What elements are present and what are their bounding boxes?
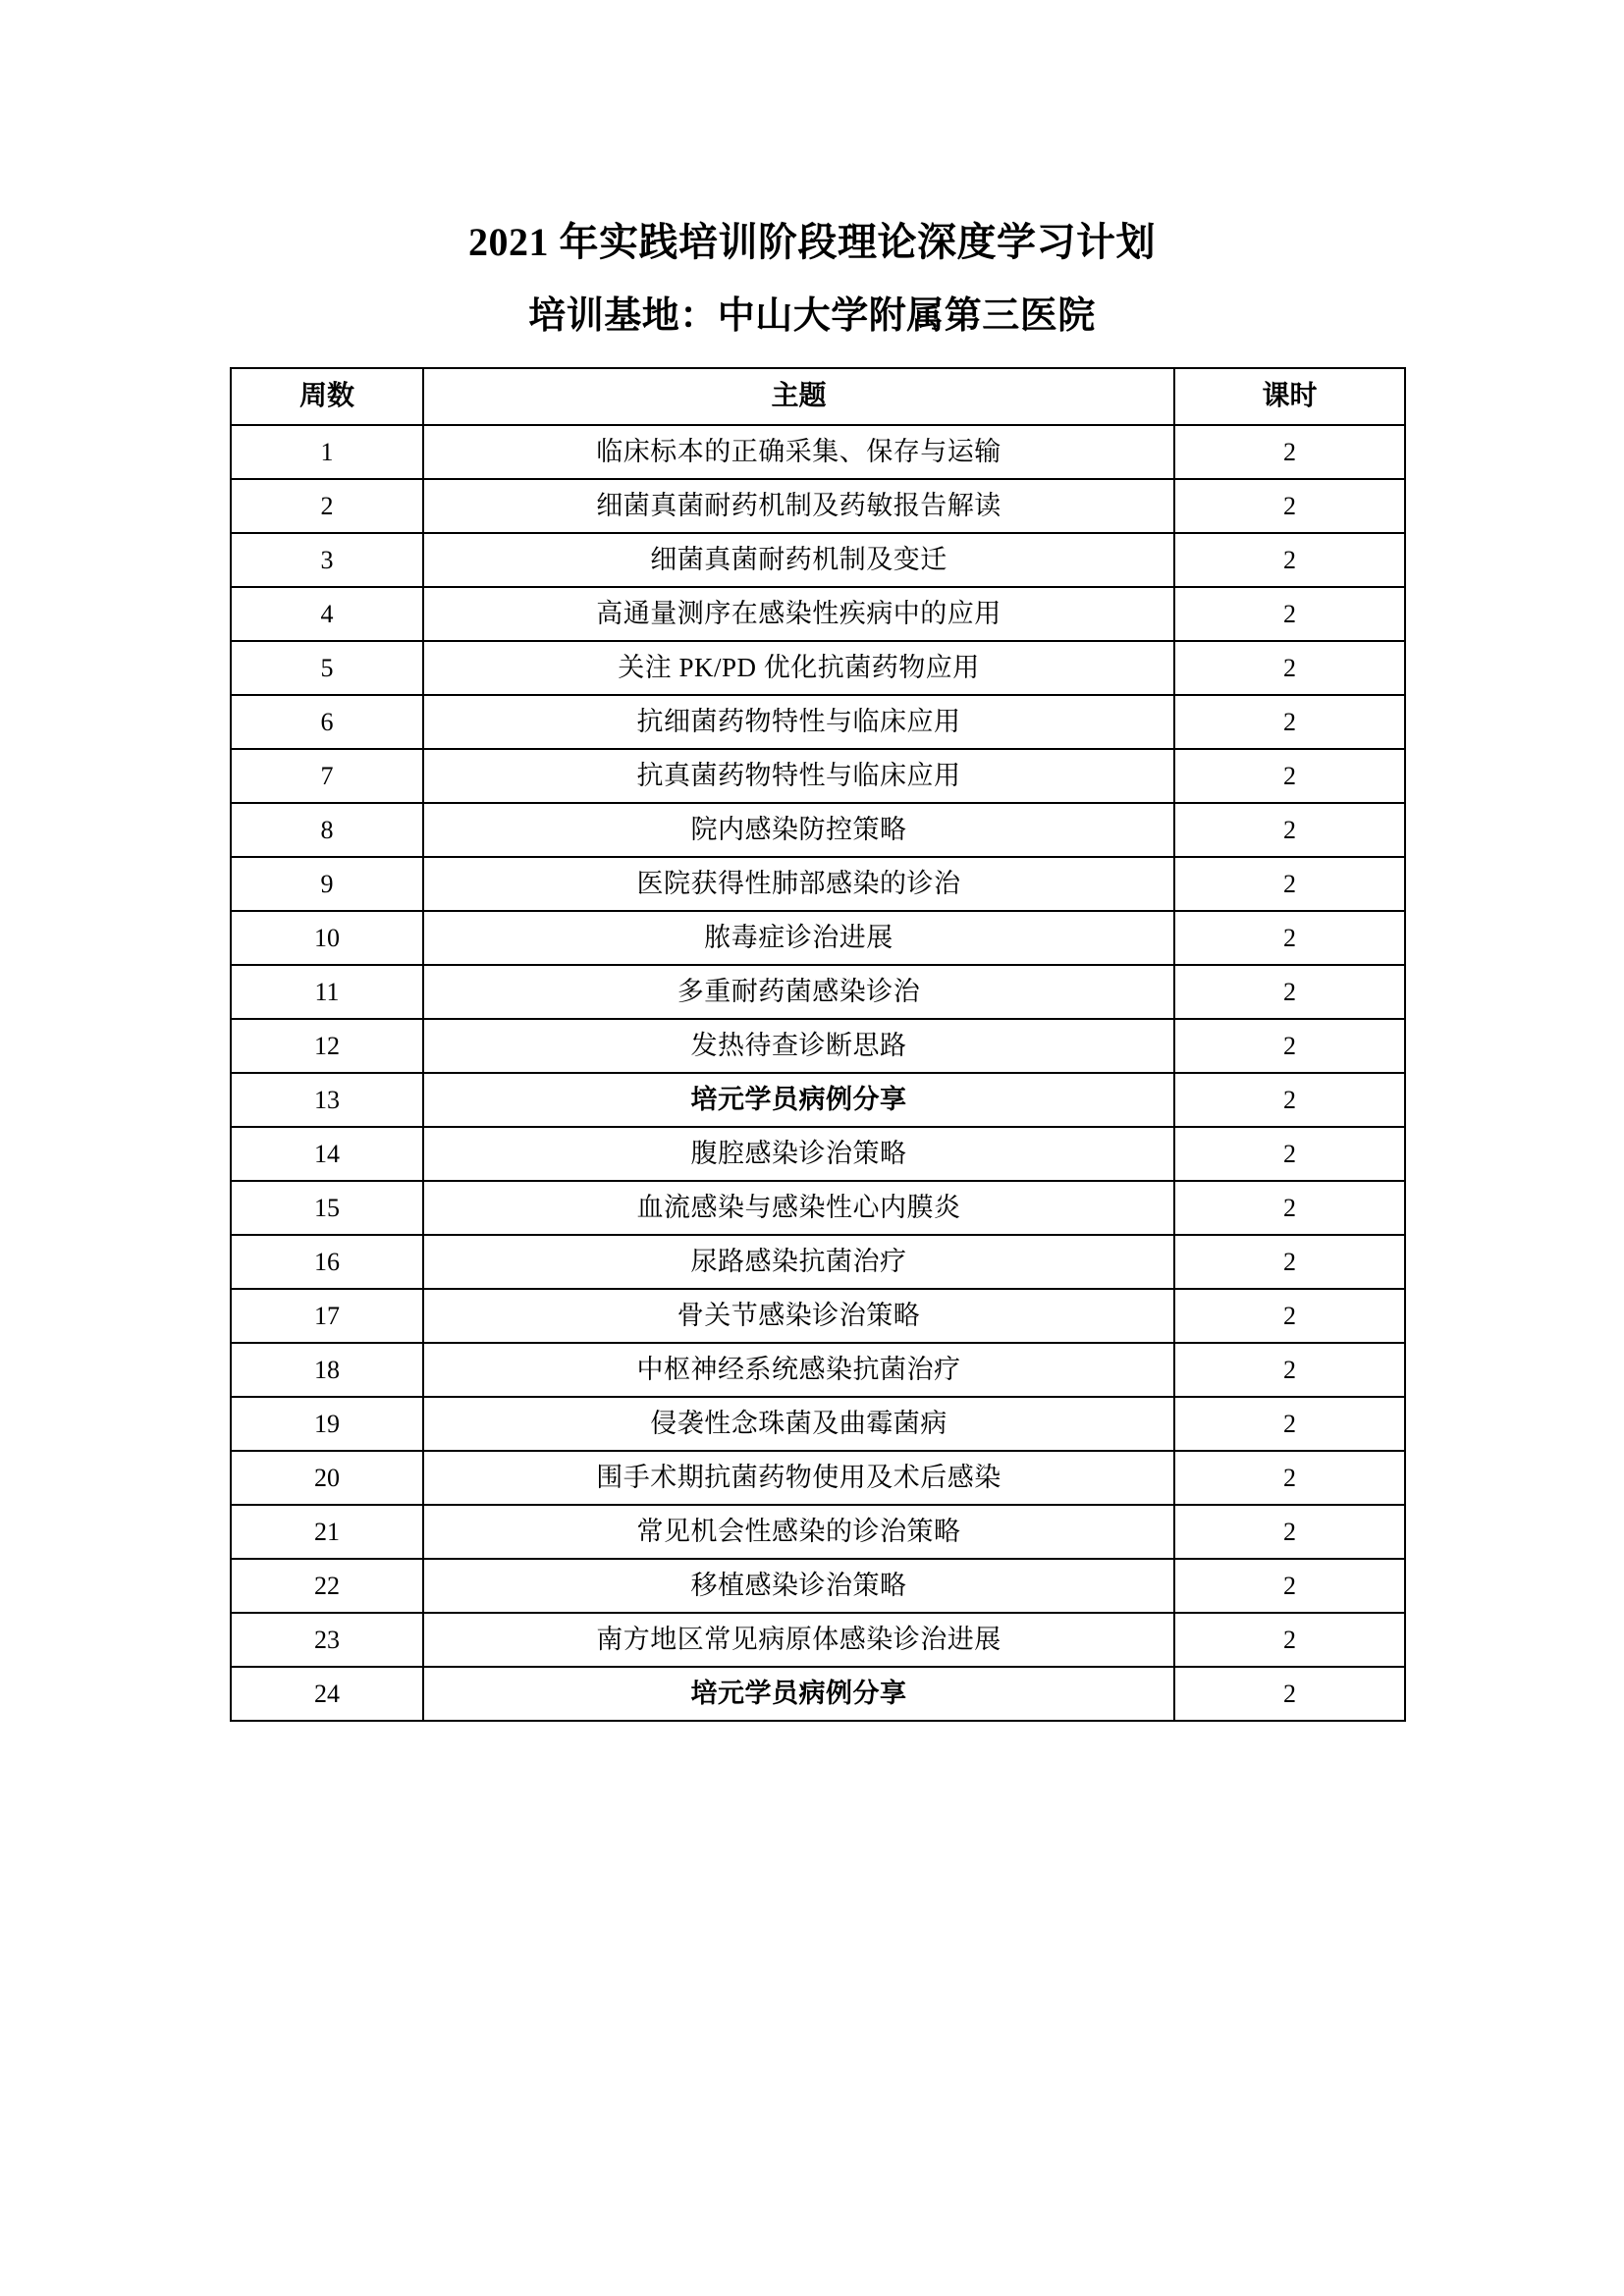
- cell-week: 5: [231, 641, 423, 695]
- table-row: [231, 1019, 1405, 1073]
- table-row: [231, 965, 1405, 1019]
- cell-topic: 临床标本的正确采集、保存与运输: [423, 425, 1174, 479]
- cell-topic: 抗真菌药物特性与临床应用: [423, 749, 1174, 803]
- table-row: [231, 1073, 1405, 1127]
- cell-hours: 2: [1174, 857, 1405, 911]
- cell-topic: 医院获得性肺部感染的诊治: [423, 857, 1174, 911]
- cell-week: 4: [231, 587, 423, 641]
- table-body: [231, 425, 1405, 1721]
- cell-hours: 2: [1174, 1181, 1405, 1235]
- cell-topic: 细菌真菌耐药机制及变迁: [423, 533, 1174, 587]
- cell-topic: 细菌真菌耐药机制及药敏报告解读: [423, 479, 1174, 533]
- cell-week: 3: [231, 533, 423, 587]
- cell-week: 23: [231, 1613, 423, 1667]
- table-row: [231, 1613, 1405, 1667]
- table-row: [231, 695, 1405, 749]
- cell-hours: 2: [1174, 911, 1405, 965]
- cell-topic: 高通量测序在感染性疾病中的应用: [423, 587, 1174, 641]
- table-row: [231, 533, 1405, 587]
- table-row: [231, 857, 1405, 911]
- table-row: [231, 479, 1405, 533]
- table-row: [231, 1451, 1405, 1505]
- cell-hours: 2: [1174, 965, 1405, 1019]
- cell-topic: 脓毒症诊治进展: [423, 911, 1174, 965]
- table-row: [231, 425, 1405, 479]
- cell-week: 12: [231, 1019, 423, 1073]
- cell-hours: 2: [1174, 479, 1405, 533]
- cell-topic: 血流感染与感染性心内膜炎: [423, 1181, 1174, 1235]
- cell-hours: 2: [1174, 1505, 1405, 1559]
- table-row: [231, 911, 1405, 965]
- cell-topic: 南方地区常见病原体感染诊治进展: [423, 1613, 1174, 1667]
- cell-hours: 2: [1174, 1235, 1405, 1289]
- cell-hours: 2: [1174, 1451, 1405, 1505]
- table-row: [231, 641, 1405, 695]
- table-row: [231, 1127, 1405, 1181]
- cell-week: 21: [231, 1505, 423, 1559]
- column-header-hours: 课时: [1174, 368, 1405, 425]
- cell-topic: 发热待查诊断思路: [423, 1019, 1174, 1073]
- cell-week: 22: [231, 1559, 423, 1613]
- cell-hours: 2: [1174, 425, 1405, 479]
- column-header-week: 周数: [231, 368, 423, 425]
- cell-topic: 移植感染诊治策略: [423, 1559, 1174, 1613]
- cell-topic: 院内感染防控策略: [423, 803, 1174, 857]
- cell-topic: 抗细菌药物特性与临床应用: [423, 695, 1174, 749]
- cell-week: 6: [231, 695, 423, 749]
- cell-hours: 2: [1174, 1073, 1405, 1127]
- table-row: [231, 1235, 1405, 1289]
- cell-week: 17: [231, 1289, 423, 1343]
- table-row: [231, 1397, 1405, 1451]
- table-row: [231, 1667, 1405, 1721]
- cell-week: 18: [231, 1343, 423, 1397]
- cell-week: 8: [231, 803, 423, 857]
- cell-hours: 2: [1174, 1613, 1405, 1667]
- cell-hours: 2: [1174, 1559, 1405, 1613]
- cell-week: 1: [231, 425, 423, 479]
- cell-week: 16: [231, 1235, 423, 1289]
- cell-topic: 腹腔感染诊治策略: [423, 1127, 1174, 1181]
- cell-hours: 2: [1174, 803, 1405, 857]
- table-row: [231, 1505, 1405, 1559]
- cell-week: 9: [231, 857, 423, 911]
- cell-week: 7: [231, 749, 423, 803]
- table-row: [231, 803, 1405, 857]
- cell-topic: 围手术期抗菌药物使用及术后感染: [423, 1451, 1174, 1505]
- cell-topic: 常见机会性感染的诊治策略: [423, 1505, 1174, 1559]
- cell-topic: 中枢神经系统感染抗菌治疗: [423, 1343, 1174, 1397]
- page-subtitle: 培训基地：中山大学附属第三医院: [528, 294, 1096, 337]
- table-head: [231, 368, 1405, 425]
- schedule-table: [230, 367, 1406, 1722]
- cell-hours: 2: [1174, 695, 1405, 749]
- cell-hours: 2: [1174, 1289, 1405, 1343]
- cell-week: 19: [231, 1397, 423, 1451]
- cell-week: 20: [231, 1451, 423, 1505]
- cell-topic: 关注 PK/PD 优化抗菌药物应用: [423, 641, 1174, 695]
- table-row: [231, 587, 1405, 641]
- cell-topic: 培元学员病例分享: [423, 1667, 1174, 1721]
- cell-hours: 2: [1174, 641, 1405, 695]
- cell-week: 10: [231, 911, 423, 965]
- cell-week: 2: [231, 479, 423, 533]
- cell-topic: 多重耐药菌感染诊治: [423, 965, 1174, 1019]
- cell-topic: 培元学员病例分享: [423, 1073, 1174, 1127]
- table-header-row: [231, 368, 1405, 425]
- table-row: [231, 1343, 1405, 1397]
- cell-hours: 2: [1174, 1343, 1405, 1397]
- cell-hours: 2: [1174, 1127, 1405, 1181]
- cell-topic: 尿路感染抗菌治疗: [423, 1235, 1174, 1289]
- schedule-table-container: [230, 367, 1404, 1722]
- cell-hours: 2: [1174, 587, 1405, 641]
- cell-topic: 骨关节感染诊治策略: [423, 1289, 1174, 1343]
- cell-hours: 2: [1174, 1397, 1405, 1451]
- cell-hours: 2: [1174, 1019, 1405, 1073]
- cell-week: 11: [231, 965, 423, 1019]
- page-title: 2021 年实践培训阶段理论深度学习计划: [468, 219, 1156, 264]
- cell-hours: 2: [1174, 533, 1405, 587]
- cell-hours: 2: [1174, 749, 1405, 803]
- column-header-topic: 主题: [423, 368, 1174, 425]
- table-row: [231, 1559, 1405, 1613]
- table-row: [231, 1289, 1405, 1343]
- cell-week: 15: [231, 1181, 423, 1235]
- cell-hours: 2: [1174, 1667, 1405, 1721]
- cell-topic: 侵袭性念珠菌及曲霉菌病: [423, 1397, 1174, 1451]
- cell-week: 13: [231, 1073, 423, 1127]
- table-row: [231, 749, 1405, 803]
- cell-week: 24: [231, 1667, 423, 1721]
- cell-week: 14: [231, 1127, 423, 1181]
- table-row: [231, 1181, 1405, 1235]
